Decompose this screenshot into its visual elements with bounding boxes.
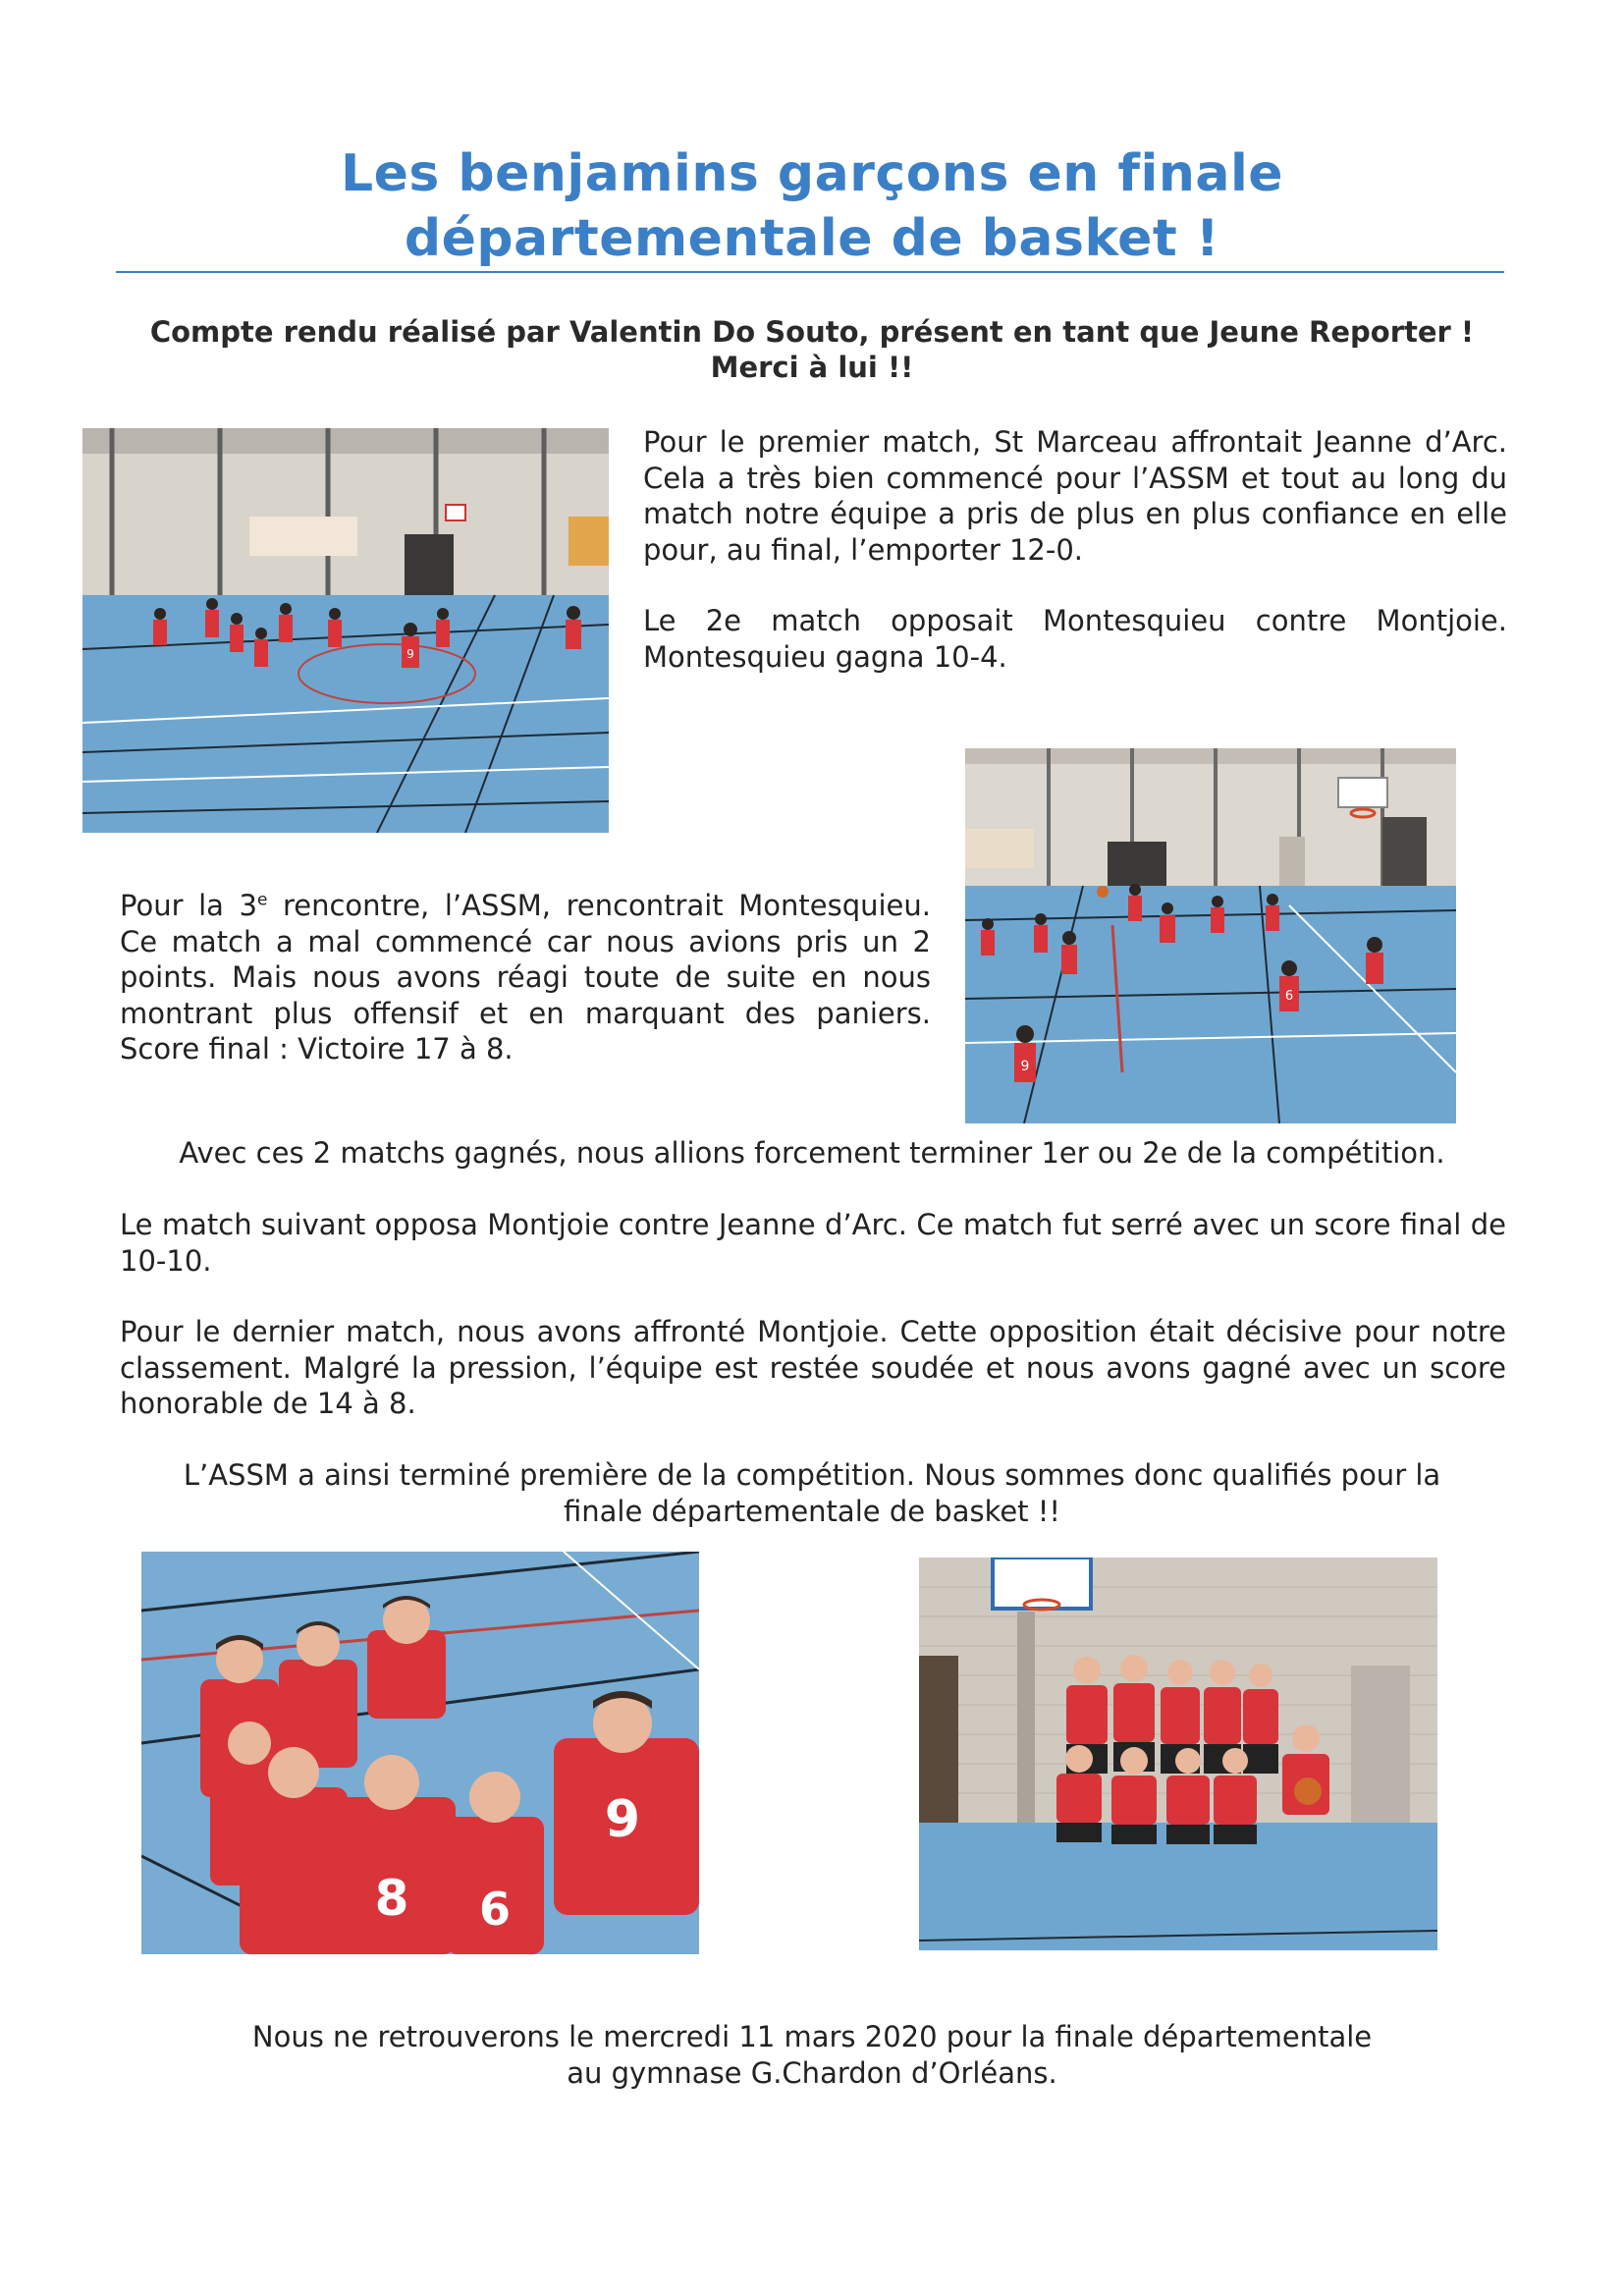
article-title-line-1: Les benjamins garçons en finale <box>340 144 1284 203</box>
title-underline <box>116 271 1504 273</box>
photo-warmup-illustration <box>82 428 609 833</box>
photo-team-huddle <box>141 1552 699 1954</box>
ordinal-suffix: e <box>256 890 268 910</box>
byline-line-2: Merci à lui !! <box>710 351 914 384</box>
paragraph-next-date <box>116 2019 1508 2091</box>
photo-game-jersey-number-1: 6 <box>1284 989 1294 1004</box>
photo-huddle-jersey-number-2: 8 <box>374 1870 409 1927</box>
qualification-line-1: L’ASSM a ainsi terminé première de la compétition. Nous sommes donc qualifiés pour la <box>183 1458 1441 1492</box>
paragraph-standing-after-two: Avec ces 2 matchs gagnés, nous allions forcement terminer 1er ou 2e de la compétition. <box>179 1136 1445 1170</box>
paragraph-match-4: Le match suivant opposa Montjoie contre Jeanne d’Arc. Ce match fut serré avec un score final de 10-10. <box>120 1208 1506 1278</box>
paragraph-match-3-start: Pour la 3 <box>120 889 257 922</box>
paragraph-last-match: Pour le dernier match, nous avons affronté Montjoie. Cette opposition était décisive pour notre classement. Malgré la pression, l’équipe est restée soudée et nous avons gagné avec un score honorable de 14 à 8. <box>120 1315 1506 1420</box>
next-date-line-2: au gymnase G.Chardon d’Orléans. <box>567 2055 1057 2090</box>
byline-line-1: Compte rendu réalisé par Valentin Do Souto, présent en tant que Jeune Reporter ! <box>149 315 1475 349</box>
qualification-line-2: finale départementale de basket !! <box>563 1494 1061 1528</box>
photo-huddle-jersey-number-1: 9 <box>604 1790 641 1849</box>
article-byline <box>116 314 1508 385</box>
photo-team-huddle-illustration <box>141 1552 699 1954</box>
next-date-line-1: Nous ne retrouverons le mercredi 11 mars 2020 pour la finale départementale <box>251 2020 1373 2053</box>
photo-team-group-illustration <box>919 1558 1437 1950</box>
article-title <box>116 141 1508 271</box>
article-title-line-2: départementale de basket ! <box>404 209 1220 268</box>
paragraph-match-2: Le 2e match opposait Montesquieu contre Montjoie. Montesquieu gagna 10-4. <box>643 604 1507 674</box>
photo-warmup <box>82 428 609 833</box>
photo-team-group <box>919 1558 1437 1950</box>
photo-game-action-illustration <box>965 748 1456 1123</box>
paragraph-match-1: Pour le premier match, St Marceau affrontait Jeanne d’Arc. Cela a très bien commencé pour l’ASSM et tout au long du match notre équipe a pris de plus en plus confiance en elle pour, au final, l’emporter 12-0. <box>643 425 1507 567</box>
photo-huddle-jersey-number-3: 6 <box>478 1883 512 1936</box>
paragraph-match-3 <box>120 888 931 1067</box>
paragraph-match-3-rest: rencontre, l’ASSM, rencontrait Montesquieu. Ce match a mal commencé car nous avions pris un 2 points. Mais nous avons réagi toute de suite en nous montrant plus offensif et en marquant des paniers. Score final : Victoire 17 à 8. <box>120 889 931 1066</box>
photo-game-action <box>965 748 1456 1123</box>
paragraph-qualification <box>116 1457 1508 1529</box>
photo-game-jersey-number-2: 9 <box>1020 1059 1030 1074</box>
photo-warmup-jersey-number: 9 <box>406 647 414 661</box>
